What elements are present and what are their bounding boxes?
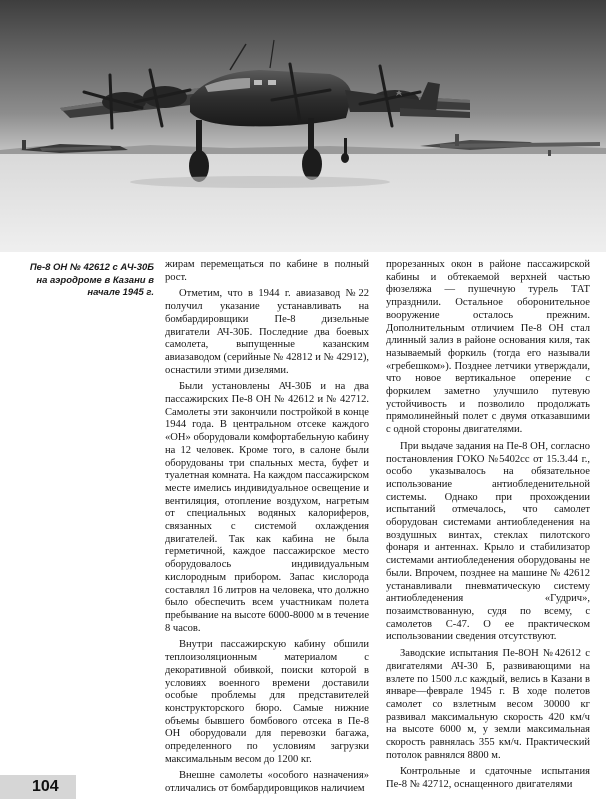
photo-caption: Пе-8 ОН № 42612 с АЧ-30Б на аэродроме в Казани в начале 1945 г. (29, 262, 154, 298)
paragraph: Отметим, что в 1944 г. авиазавод №22 получил указание устанавливать на бомбардировщики Пе-8 дизельные двигатели АЧ-30Б. Последние два боевых самолета, выпущенные казанским авиазаводом (серийные № 42812 и № 42912), оснастили этими дизелями. (165, 288, 369, 376)
paragraph: Контрольные и сдаточные испытания Пе-8 № 42712, оснащенного двигателями (386, 766, 590, 791)
paragraph: Внутри пассажирскую кабину обшили теплоизоляционным материалом с декоративной обивкой, поиски которой в условиях военного времени доставили особые проблемы для представителей конструкторского бюро. Самые нижние объемы бывшего бомбового отсека в Пе-8 ОН оборудовали для перевозки багажа, определенного по условиям загрузки максимальным весом до 1200 кг. (165, 639, 369, 765)
page-number: 104 (0, 775, 76, 799)
paragraph: жирам перемещаться по кабине в полный рост. (165, 259, 369, 283)
text-column-left (165, 259, 369, 795)
aircraft-photo-drawing (0, 0, 606, 252)
paragraph: Внешне самолеты «особого назначения» отличались от бомбардировщиков наличием (165, 770, 369, 795)
paragraph: Заводские испытания Пе-8ОН №42612 с двигателями АЧ-30 Б, развивающими на взлете по 1500 л.с каждый, велись в Казани в январе—феврале 1945 г. В ходе полетов самолет со взлетным весом 30000 кг развивал максимальную скорость 420 км/ч на высоте 6000 м, у земли максимальная скорость равнялась 355 км/ч. Практический потолок равнялся 8800 м. (386, 648, 590, 761)
aircraft-photo (0, 0, 606, 252)
paragraph: При выдаче задания на Пе-8 ОН, согласно постановления ГОКО №5402сс от 15.3.44 г., особо указывалось на обязательное использование антиобледенительной системы. Однако при прохождении испытаний отмечалось, что самолет оборудован системами антиобледенения на воздушных винтах, стеклах пилотского фонаря и антеннах. Крыло и стабилизатор системами антиобледенения оборудованы не были. Впрочем, позднее на машине № 42612 устанавливали пневматическую систему антиобледенения «Гудрич», позаимствованную, судя по всему, с самолетов С-47. О ее практическом использовании сведения отсутствуют. (386, 440, 590, 643)
paragraph: прорезанных окон в районе пассажирской кабины и обтекаемой верхней частью фюзеляжа — пушечную турель ТАТ упразднили. Остальное оборонительное вооружение осталось прежним. Дополнительным отличием Пе-8 ОН стал длинный зализ в районе основания киля, так называемый форкиль (тогда его называли «гребешком»). Позднее летчики утверждали, что новое вертикальное оперение с форкилем заметно улучшило путевую устойчивость и позволило продолжать прямолинейный полет с двумя отказавшими с одной стороны двигателями. (386, 259, 590, 436)
paragraph: Были установлены АЧ-30Б и на два пассажирских Пе-8 ОН № 42612 и № 42712. Самолеты эти закончили постройкой в конце 1944 года. В центральном отсеке каждого «ОН» оборудовали комфортабельную кабину на 12 человек. Кроме того, в салоне были оборудованы три спальных места, буфет и туалетная комната. На каждом пассажирском месте имелись индивидуальное освещение и вентиляция, отопление воздухом, нагретым от специальных водяных калориферов, связанных с системой охлаждения двигателей. Так как кабина не была герметичной, каждое пассажирское место оборудовалось индивидуальным кислородным прибором. Запас кислорода составлял 16 литров на человека, что должно было обеспечить всем участникам полета пребывание на высоте 6000-8000 м в течение 8 часов. (165, 381, 369, 634)
text-column-right (386, 259, 590, 791)
